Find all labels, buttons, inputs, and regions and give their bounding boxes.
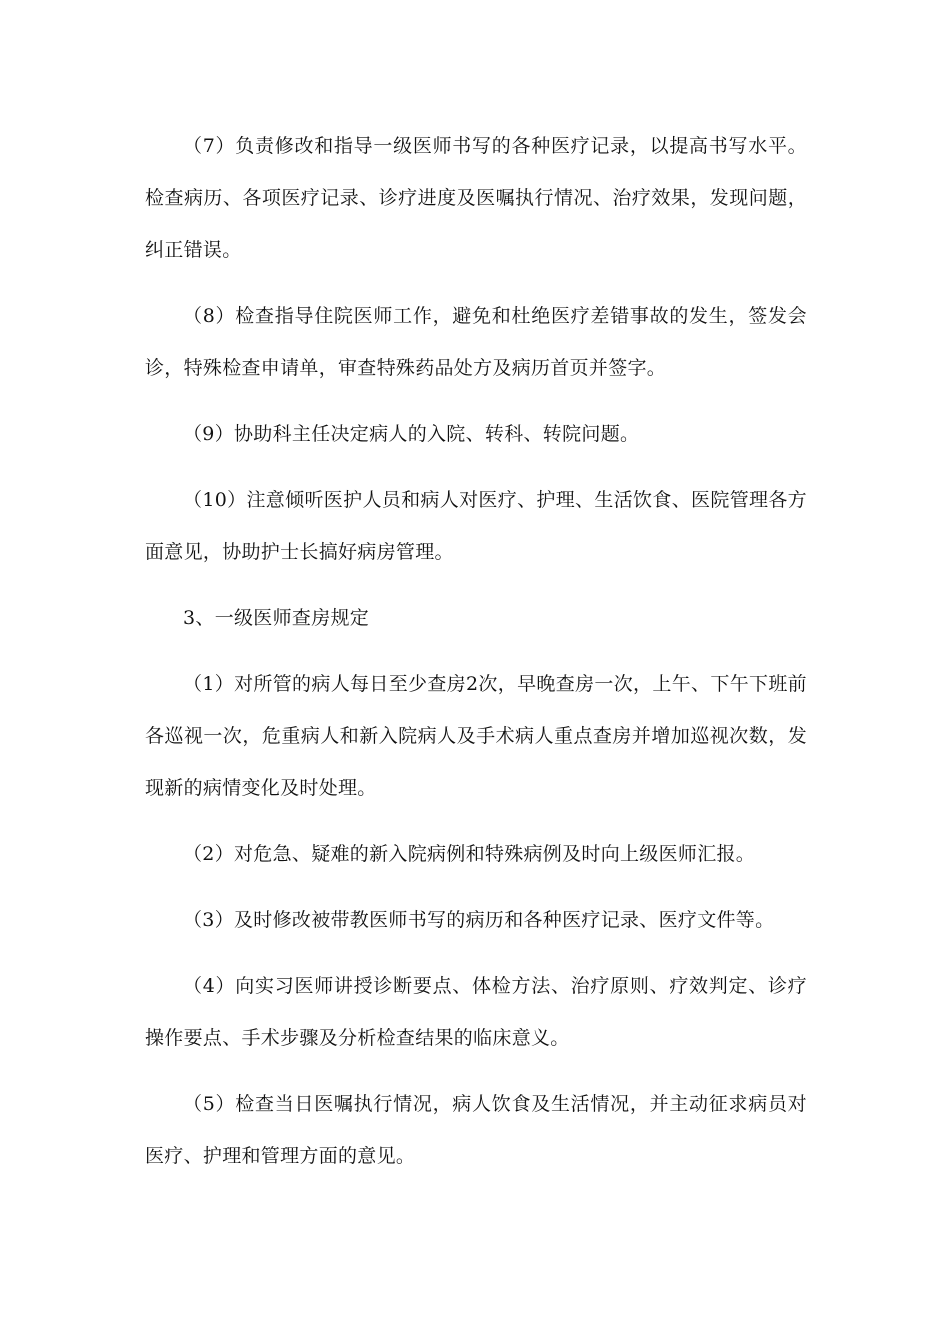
paragraph-8: （8）检查指导住院医师工作，避免和杜绝医疗差错事故的发生，签发会诊，特殊检查申请单，审查特殊药品处方及病历首页并签字。 — [145, 305, 807, 379]
paragraph-1: （1）对所管的病人每日至少查房2次，早晚查房一次，上午、下午下班前各巡视一次，危重病人和新入院病人及手术病人重点查房并增加巡视次数，发现新的病情变化及时处理。 — [145, 673, 807, 799]
document-body — [145, 120, 807, 1196]
paragraph-7: （7）负责修改和指导一级医师书写的各种医疗记录，以提高书写水平。检查病历、各项医疗记录、诊疗进度及医嘱执行情况、治疗效果，发现问题，纠正错误。 — [145, 135, 807, 261]
paragraph-2: （2）对危急、疑难的新入院病例和特殊病例及时向上级医师汇报。 — [183, 843, 756, 865]
section-heading: 3、一级医师查房规定 — [183, 607, 370, 629]
paragraph-9: （9）协助科主任决定病人的入院、转科、转院问题。 — [183, 423, 640, 445]
paragraph-5: （5）检查当日医嘱执行情况，病人饮食及生活情况，并主动征求病员对医疗、护理和管理方面的意见。 — [145, 1093, 807, 1167]
paragraph-10: （10）注意倾听医护人员和病人对医疗、护理、生活饮食、医院管理各方面意见，协助护士长搞好病房管理。 — [145, 489, 807, 563]
paragraph-4: （4）向实习医师讲授诊断要点、体检方法、治疗原则、疗效判定、诊疗操作要点、手术步骤及分析检查结果的临床意义。 — [145, 975, 807, 1049]
paragraph-3: （3）及时修改被带教医师书写的病历和各种医疗记录、医疗文件等。 — [183, 909, 775, 931]
